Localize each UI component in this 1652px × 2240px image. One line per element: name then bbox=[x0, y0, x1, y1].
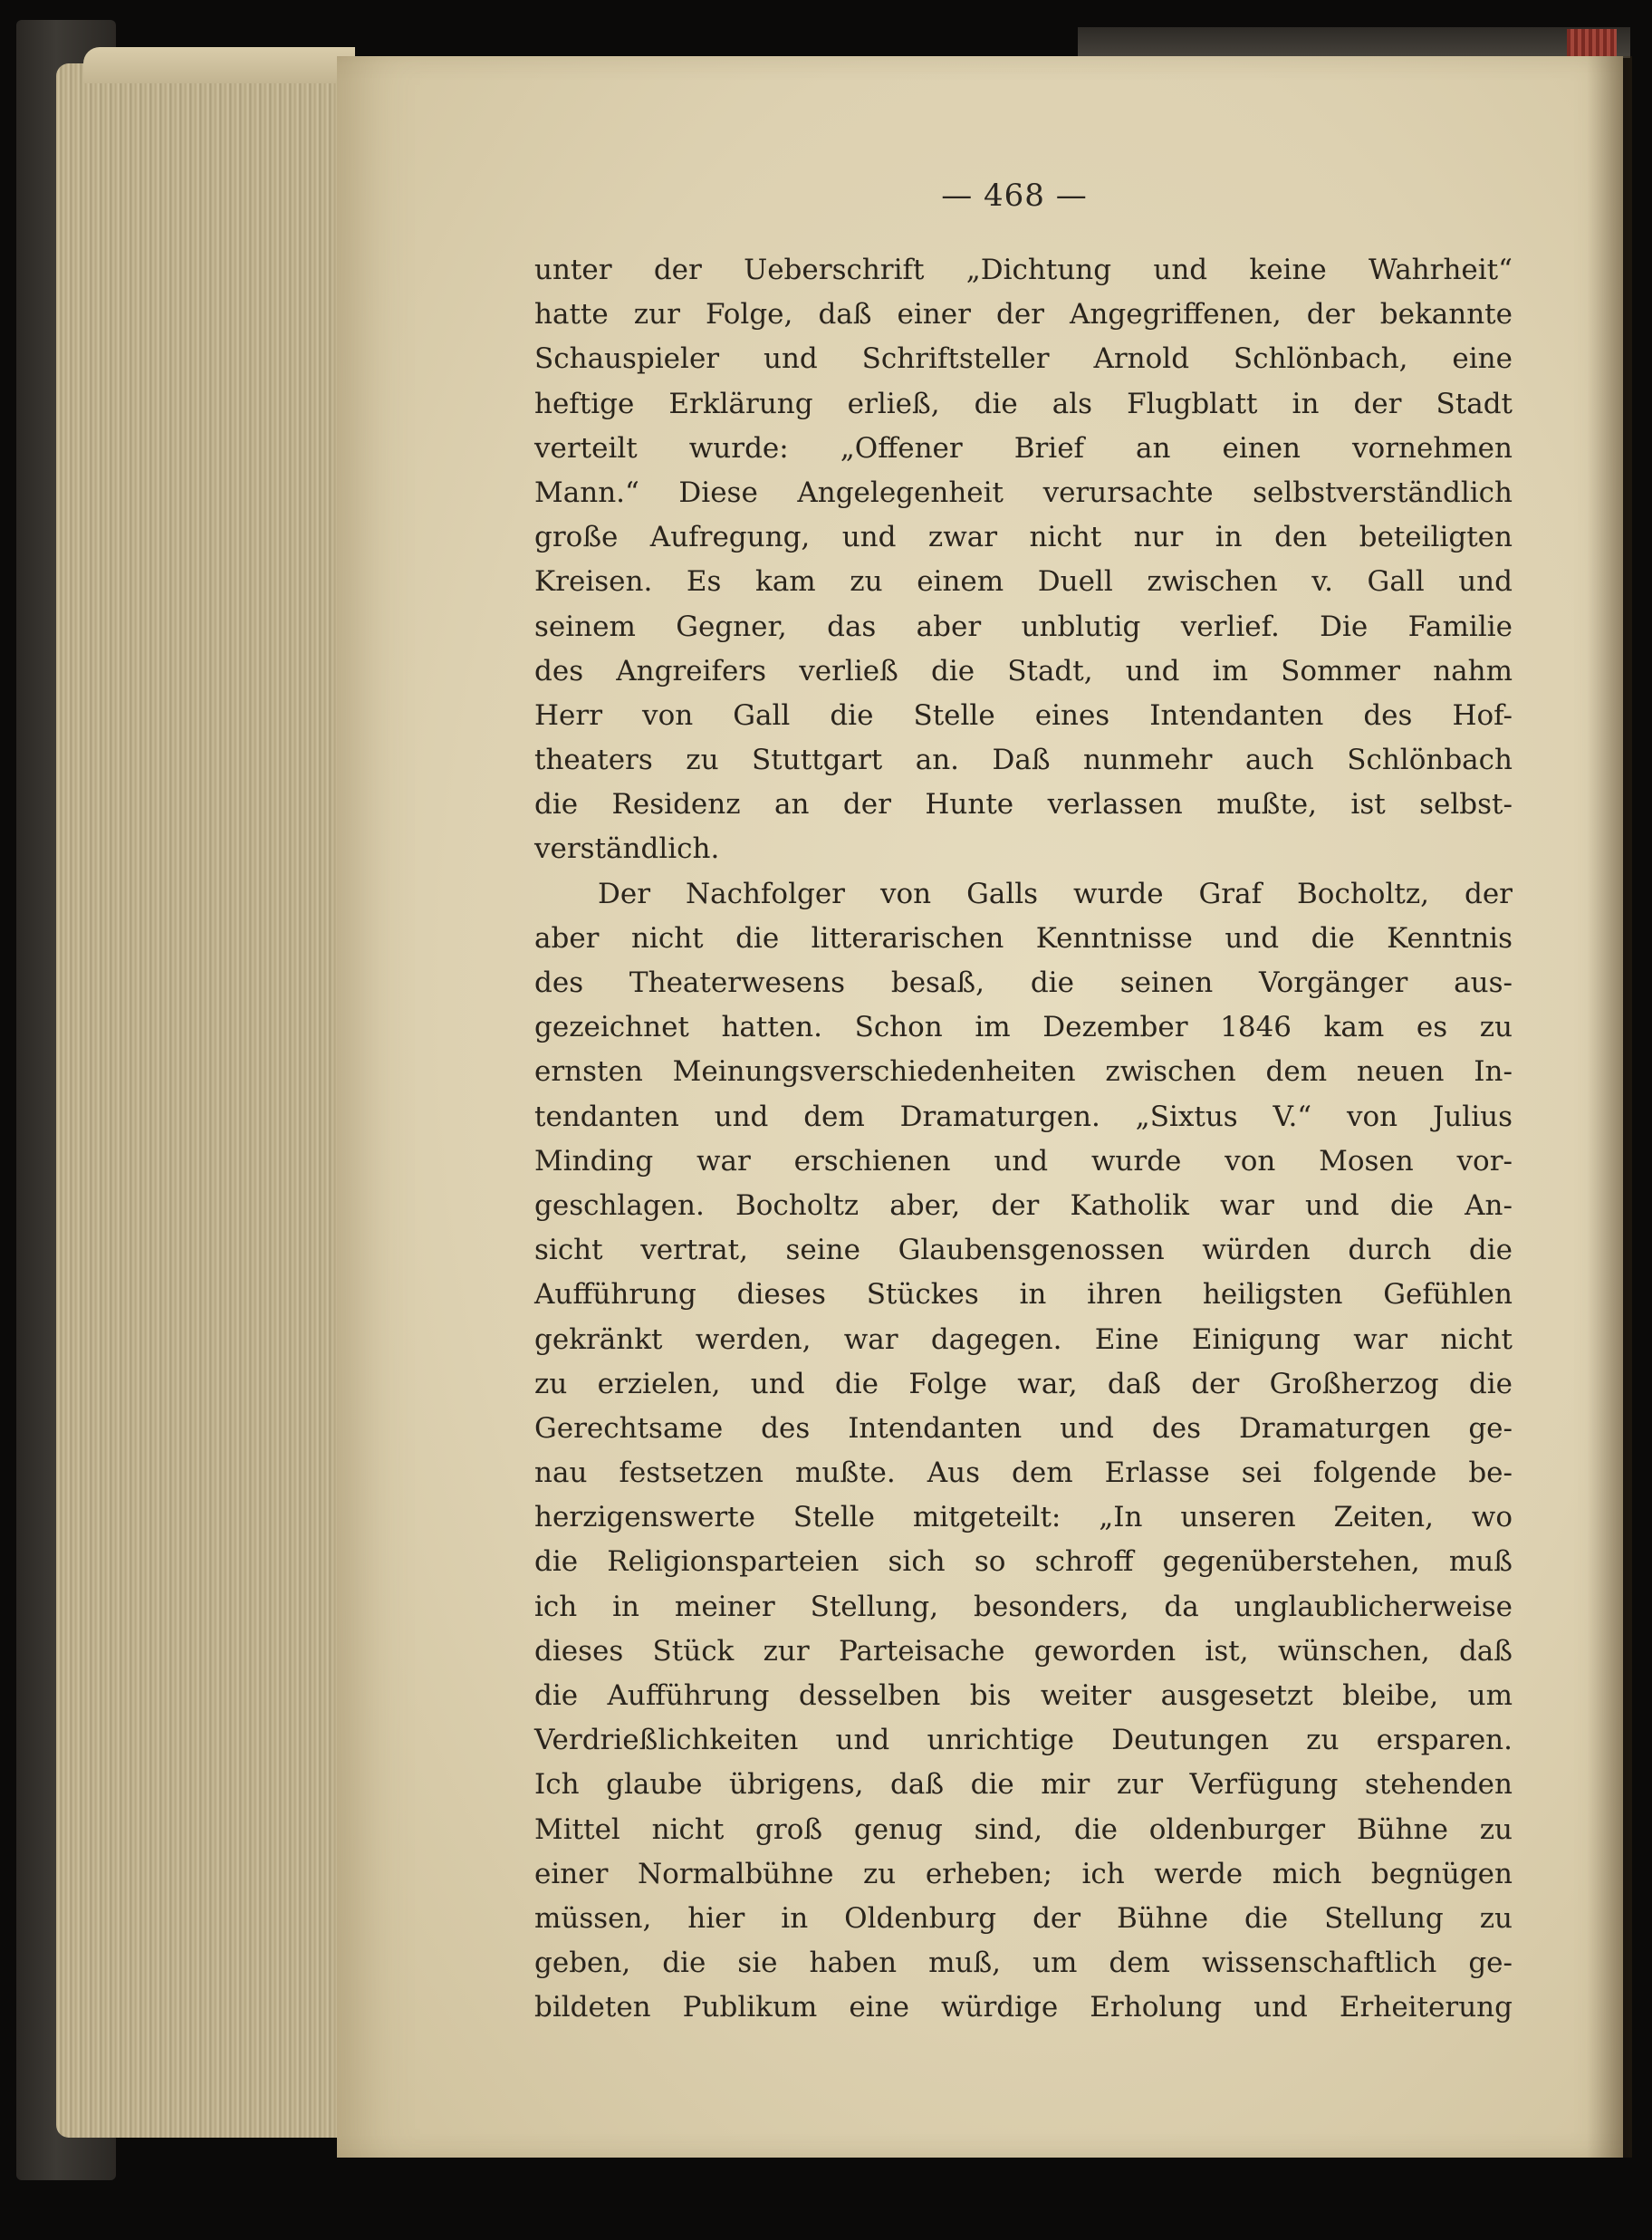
text-line: die Residenz an der Hunte verlassen mußte, ist selbst- bbox=[534, 788, 1513, 822]
text-line: Ich glaube übrigens, daß die mir zur Verfügung stehenden bbox=[534, 1768, 1513, 1802]
text-line: aber nicht die litterarischen Kenntnisse und die Kenntnis bbox=[534, 921, 1513, 955]
page-edges-stack bbox=[56, 63, 355, 2138]
text-line: Mittel nicht groß genug sind, die oldenburger Bühne zu bbox=[534, 1812, 1513, 1846]
page-number: — 468 — bbox=[941, 178, 1088, 214]
text-line: tendanten und dem Dramaturgen. „Sixtus V.“ von Julius bbox=[534, 1100, 1513, 1133]
text-line: gezeichnet hatten. Schon im Dezember 1846 kam es zu bbox=[534, 1011, 1513, 1044]
text-line: müssen, hier in Oldenburg der Bühne die Stellung zu bbox=[534, 1901, 1513, 1935]
text-line: geben, die sie haben muß, um dem wissenschaftlich ge- bbox=[534, 1947, 1513, 1980]
body-text bbox=[534, 248, 1513, 2031]
text-line: Mann.“ Diese Angelegenheit verursachte selbstverständlich bbox=[534, 476, 1513, 509]
text-line: die Aufführung desselben bis weiter ausgesetzt bleibe, um bbox=[534, 1679, 1513, 1712]
text-line: einer Normalbühne zu erheben; ich werde mich begnügen bbox=[534, 1857, 1513, 1890]
text-line: Herr von Gall die Stelle eines Intendanten des Hof- bbox=[534, 698, 1513, 732]
text-line: Kreisen. Es kam zu einem Duell zwischen v. Gall und bbox=[534, 565, 1513, 599]
text-line: verteilt wurde: „Offener Brief an einen vornehmen bbox=[534, 431, 1513, 465]
text-line: Verdrießlichkeiten und unrichtige Deutungen zu ersparen. bbox=[534, 1724, 1513, 1757]
text-line: große Aufregung, und zwar nicht nur in den beteiligten bbox=[534, 521, 1513, 554]
text-line: theaters zu Stuttgart an. Daß nunmehr auch Schlönbach bbox=[534, 744, 1513, 777]
text-line: ernsten Meinungsverschiedenheiten zwischen dem neuen In- bbox=[534, 1055, 1513, 1089]
spine-band bbox=[1078, 27, 1630, 58]
text-line: Minding war erschienen und wurde von Mosen vor- bbox=[534, 1144, 1513, 1178]
text-line: herzigenswerte Stelle mitgeteilt: „In unseren Zeiten, wo bbox=[534, 1501, 1513, 1534]
text-line: bildeten Publikum eine würdige Erholung und Erheiterung bbox=[534, 1991, 1513, 2024]
text-line: hatte zur Folge, daß einer der Angegriffenen, der bekannte bbox=[534, 298, 1513, 332]
text-line: ich in meiner Stellung, besonders, da unglaublicherweise bbox=[534, 1590, 1513, 1623]
text-line: zu erzielen, und die Folge war, daß der Großherzog die bbox=[534, 1367, 1513, 1400]
text-line: gekränkt werden, war dagegen. Eine Einigung war nicht bbox=[534, 1322, 1513, 1356]
text-line: sicht vertrat, seine Glaubensgenossen würden durch die bbox=[534, 1234, 1513, 1267]
text-line: dieses Stück zur Parteisache geworden ist, wünschen, daß bbox=[534, 1634, 1513, 1668]
page-edges-top bbox=[83, 47, 355, 83]
text-line: unter der Ueberschrift „Dichtung und keine Wahrheit“ bbox=[534, 254, 1513, 286]
text-line: des Angreifers verließ die Stadt, und im Sommer nahm bbox=[534, 654, 1513, 687]
text-line: seinem Gegner, das aber unblutig verlief. Die Familie bbox=[534, 610, 1513, 643]
text-line: des Theaterwesens besaß, die seinen Vorgänger aus- bbox=[534, 966, 1513, 999]
text-line: die Religionsparteien sich so schroff gegenüberstehen, muß bbox=[534, 1545, 1513, 1579]
page-gutter-shadow bbox=[1587, 56, 1632, 2158]
text-line: Gerechtsame des Intendanten und des Dramaturgen ge- bbox=[534, 1411, 1513, 1445]
text-line: Schauspieler und Schriftsteller Arnold Schlönbach, eine bbox=[534, 342, 1513, 376]
text-line: heftige Erklärung erließ, die als Flugblatt in der Stadt bbox=[534, 387, 1513, 420]
text-line: Der Nachfolger von Galls wurde Graf Bocholtz, der bbox=[598, 877, 1513, 910]
text-line: verständlich. bbox=[534, 832, 720, 866]
text-line: nau festsetzen mußte. Aus dem Erlasse sei folgende be- bbox=[534, 1456, 1513, 1490]
text-line: geschlagen. Bocholtz aber, der Katholik war und die An- bbox=[534, 1188, 1513, 1222]
text-line: Aufführung dieses Stückes in ihren heiligsten Gefühlen bbox=[534, 1278, 1513, 1312]
